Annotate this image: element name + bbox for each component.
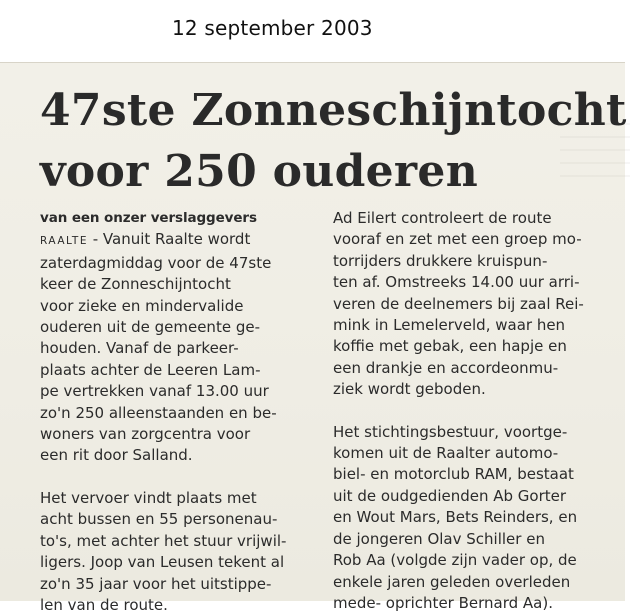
left-para2-line: acht bussen en 55 personenau- [40,510,278,529]
left-para1-line: zo'n 250 alleenstaanden en be- [40,403,277,422]
right-para1-line: ziek wordt geboden. [333,380,486,399]
paragraph-gap [40,467,312,488]
right-para2-line: komen uit de Raalter automo- [333,444,559,463]
right-para1-line: mink in Lemelerveld, waar hen [333,316,566,335]
right-para2-line: enkele jaren geleden overleden [333,572,571,591]
article-column-right [333,208,608,614]
right-para1-line: veren de deelnemers bij zaal Rei- [333,294,584,313]
left-para1-line: voor zieke en mindervalide [40,296,244,315]
lead-text: - Vanuit Raalte wordt [87,230,251,249]
right-para2-line: Het stichtingsbestuur, voortge- [333,422,568,441]
right-para2-line: Rob Aa (volgde zijn vader op, de [333,551,577,570]
left-para1-line: pe vertrekken vanaf 13.00 uur [40,382,269,401]
right-para1-line: ten af. Omstreeks 14.00 uur arri- [333,273,580,292]
left-para1-line: een rit door Salland. [40,446,193,465]
left-para2-line: len van de route. [40,595,168,614]
left-para1-line: zaterdagmiddag voor de 47ste [40,253,272,272]
right-para2-line: biel- en motorclub RAM, bestaat [333,465,574,484]
clipping-date: 12 september 2003 [172,16,373,40]
left-para2-line: Het vervoer vindt plaats met [40,488,257,507]
right-para2-line: uit de oudgedienden Ab Gorter [333,486,567,505]
right-para1-line: Ad Eilert controleert de route [333,209,552,227]
right-para2-line: de jongeren Olav Schiller en [333,529,545,548]
newspaper-clipping [0,62,627,614]
right-para1-line: koffie met gebak, een hapje en [333,337,567,356]
left-para1-line: houden. Vanaf de parkeer- [40,339,239,358]
headline-line-2: voor 250 ouderen [40,146,478,197]
left-para2-line: zo'n 35 jaar voor het uitstippe- [40,574,272,593]
left-para1-line: plaats achter de Leeren Lam- [40,360,261,379]
left-para1-line-0 [40,229,312,252]
headline-line-1: 47ste Zonneschijntocht [40,85,627,136]
left-para2-line: to's, met achter het stuur vrijwil- [40,531,287,550]
right-para1-line: vooraf en zet met een groep mo- [333,230,582,249]
right-para1-line: een drankje en accordeonmu- [333,358,559,377]
right-para2-line: mede- oprichter Bernard Aa). [333,593,553,612]
right-para2-line: en Wout Mars, Bets Reinders, en [333,508,578,527]
article-column-left [40,208,312,616]
left-para1-line: woners van zorgcentra voor [40,425,251,444]
left-para1-line: keer de Zonneschijntocht [40,275,231,294]
left-para1-line: ouderen uit de gemeente ge- [40,318,260,337]
paragraph-gap [333,401,608,422]
byline: van een onzer verslaggevers [40,210,257,226]
dateline: RAALTE [40,235,88,248]
left-para2-line: ligers. Joop van Leusen tekent al [40,553,285,572]
right-para1-line: torrijders drukkere kruispun- [333,251,548,270]
